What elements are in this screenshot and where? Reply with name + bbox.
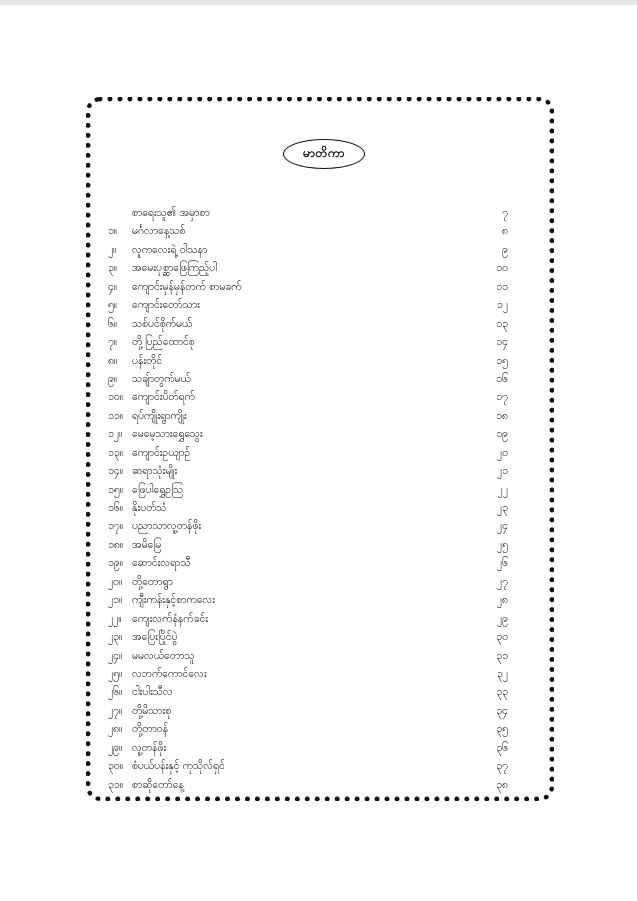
toc-entry-number: ၉။ xyxy=(108,372,118,385)
toc-entry-page: ၁၇ xyxy=(496,391,508,404)
toc-entry xyxy=(108,610,508,628)
toc-entry xyxy=(108,683,508,701)
toc-entry-number: ၁၃။ xyxy=(108,446,123,459)
toc-entry-number: ၈။ xyxy=(108,354,118,367)
toc-entry xyxy=(108,776,508,794)
toc-entry-page: ၁၃ xyxy=(496,317,508,330)
toc-entry-number: ၁၄။ xyxy=(108,465,123,478)
toc-entry-page: ၃၂ xyxy=(496,667,508,680)
top-scroll-edge xyxy=(0,0,637,5)
toc-entry xyxy=(108,241,508,259)
toc-entry xyxy=(108,425,508,443)
toc-entry-title: ကျောင်းတော်သား xyxy=(132,299,200,312)
toc-entry-title: တို့တာဝန် xyxy=(132,723,169,736)
toc-entry xyxy=(108,591,508,609)
toc-entry xyxy=(108,222,508,240)
toc-entry-page: ၂၀ xyxy=(496,446,508,459)
toc-entry-title: လူ့တန်ဖိုး xyxy=(132,741,167,754)
toc-entry-page: ၃၈ xyxy=(496,778,508,791)
toc-entry-number: ၁၈။ xyxy=(108,538,124,551)
toc-entry-page: ၃၀ xyxy=(496,631,508,644)
toc-entry-number: ၁၀။ xyxy=(108,391,123,404)
toc-entry xyxy=(108,462,508,480)
toc-entry-page: ၉ xyxy=(502,243,508,256)
toc-entry-page: ၂၇ xyxy=(496,575,508,588)
toc-entry-title: နိုးပတ်သံ xyxy=(132,502,167,514)
toc-entry xyxy=(108,370,508,388)
toc-entry-title: အမေးပုစ္ဆာဖြေကြည့်ပါ xyxy=(132,262,217,275)
toc-entry xyxy=(108,352,508,370)
toc-entry-title: သစ်ပင်စိုက်မယ် xyxy=(132,317,193,330)
toc-entry xyxy=(108,536,508,554)
toc-entry-number: ၂၁။ xyxy=(108,594,123,607)
toc-entry-title: မင်္ဂလာနေ့သစ် xyxy=(132,225,186,238)
toc-entry-title: တို့မိသားစု xyxy=(132,704,172,717)
toc-entry-number: ၄။ xyxy=(108,280,118,293)
toc-entry-number: ၂၂။ xyxy=(108,612,122,625)
toc-entry-title: အမိမြေ xyxy=(132,538,162,551)
toc-entry-page: ၈ xyxy=(502,225,508,238)
toc-entry-page: ၁၂ xyxy=(496,299,508,312)
toc-entry-number: ၁၇။ xyxy=(108,520,123,533)
toc-entry xyxy=(108,628,508,646)
toc-heading-text: မာတိကာ xyxy=(303,146,345,160)
toc-entry-title: တို့ပြည်ထောင်စု xyxy=(132,336,195,349)
toc-entry-number: ၃၀။ xyxy=(108,760,123,773)
toc-entry-number: ၂၇။ xyxy=(108,704,123,717)
toc-entry-page: ၁၆ xyxy=(496,372,508,385)
toc-entry-page: ၁၈ xyxy=(496,409,508,422)
toc-entry-title: ရပ်ကျိုးရွာကျိုး xyxy=(132,409,187,422)
toc-entry-title: တို့တောရွာ xyxy=(132,575,173,588)
toc-entry-title: လူကလေးရဲ့ ဝါသနာ xyxy=(132,243,208,256)
toc-entry-title: ကျောင်းပိတ်ရက် xyxy=(132,391,195,404)
toc-entry xyxy=(108,739,508,757)
toc-entry-page: ၃၃ xyxy=(496,686,508,699)
toc-heading xyxy=(283,139,365,169)
toc-entry xyxy=(108,315,508,333)
toc-entry-page: ၂၆ xyxy=(496,557,508,570)
toc-entry xyxy=(108,388,508,406)
toc-entry-title: ပညာသာလူ့တန်ဖိုး xyxy=(132,520,202,533)
toc-entry-number: ၁၂။ xyxy=(108,428,123,441)
toc-entry xyxy=(108,665,508,683)
toc-entry xyxy=(108,407,508,425)
toc-entry-page: ၂၂ xyxy=(497,483,508,496)
toc-entry-page: ၃၁ xyxy=(496,649,508,662)
toc-entry-number: ၂၄။ xyxy=(108,649,123,662)
toc-entry-title: ကျောင်းဥယျာဉ် xyxy=(132,446,191,459)
toc-entry xyxy=(108,554,508,572)
toc-entry-title: စာရေးသူ၏ အမှာစာ xyxy=(132,207,210,219)
toc-entry xyxy=(108,278,508,296)
toc-entry-title: သချ်ာတွက်မယ် xyxy=(132,372,191,385)
toc-entry xyxy=(108,757,508,775)
toc-entry-title: မမလယ်တောသူ xyxy=(132,649,195,662)
toc-entry-page: ၁၀ xyxy=(496,262,508,275)
toc-entry-number: ၁၉။ xyxy=(108,557,123,570)
toc-entry-title: ဖြေပါရွှေဥဩ xyxy=(132,483,184,496)
toc-entry-number: ၆။ xyxy=(108,317,118,330)
toc-entry-number: ၃၁။ xyxy=(108,778,123,791)
toc-entry-page: ၂၅ xyxy=(496,538,508,551)
toc-entry-page: ၁၄ xyxy=(496,336,508,349)
toc-entry-title: စံပယ်ပန်းနှင့် ကုသိုလ်ရှင် xyxy=(132,760,225,773)
toc-entry xyxy=(108,296,508,314)
toc-entry xyxy=(108,720,508,738)
toc-entry-page: ၃၆ xyxy=(496,741,508,754)
toc-entry-page: ၂၃ xyxy=(496,502,508,514)
toc-entry-number: ၇။ xyxy=(108,336,118,349)
toc-entry-title: ဆောင်းလရာသီ xyxy=(132,557,191,570)
toc-entry-title: ကျီးကန်းနှင့်စာကလေး xyxy=(132,594,215,607)
toc-entry-title: ဆရာသုံးမျိုး xyxy=(132,465,178,478)
toc-entry xyxy=(108,517,508,535)
toc-entry-title: ငါးပါးသီလ xyxy=(132,686,173,699)
toc-entry-number: ၁၆။ xyxy=(108,502,123,514)
toc-entry xyxy=(108,702,508,720)
toc-entry-number: ၂၀။ xyxy=(108,575,123,588)
toc-entry-title: လဘက်ကောင်လေး xyxy=(132,667,207,680)
toc-entry xyxy=(108,259,508,277)
toc-entry-number: ၃။ xyxy=(108,262,118,275)
toc-entry-page: ၁၁ xyxy=(496,280,508,293)
toc-entry-page: ၁၅ xyxy=(496,354,508,367)
toc-entry-page: ၂၈ xyxy=(496,594,508,607)
toc-entry-page: ၂၄ xyxy=(496,520,508,533)
toc-entry-title: ကျေးလက်နံနက်ခင်း xyxy=(132,612,208,625)
toc-entry-page: ၃၅ xyxy=(496,723,508,736)
toc-entry xyxy=(108,647,508,665)
toc-entry xyxy=(108,573,508,591)
toc-entry-number: ၂၈။ xyxy=(108,723,123,736)
toc-entry-number: ၁၅။ xyxy=(108,483,123,496)
toc-entry xyxy=(108,333,508,351)
toc-entry-number: ၂၃။ xyxy=(108,631,123,644)
toc-entry-number: ၁။ xyxy=(108,225,118,238)
toc-entry xyxy=(108,444,508,462)
toc-entry-number: ၂၆။ xyxy=(108,686,123,699)
toc-entry-page: ၃၇ xyxy=(496,760,508,773)
toc-entry-title: မေမေ့သားရွှေသွေး xyxy=(132,428,203,441)
toc-entry-number: ၂၉။ xyxy=(108,741,123,754)
toc-entry-page: ၃၄ xyxy=(496,704,508,717)
toc-entry-title: ပန်းတိုင် xyxy=(132,354,163,367)
toc-entry-page: ၂၉ xyxy=(496,612,508,625)
toc-entry-page: ၂၁ xyxy=(496,465,508,478)
toc-entry-number: ၅။ xyxy=(108,299,118,312)
toc-entry-page: ၁၉ xyxy=(496,428,508,441)
toc-entry xyxy=(108,499,508,517)
toc-entry-page: ၇ xyxy=(502,207,508,219)
toc-entry-title: စာဆိုတော်နေ့ xyxy=(132,778,184,791)
toc-entry-number: ၂။ xyxy=(108,243,117,256)
table-of-contents xyxy=(108,204,508,794)
toc-entry-number: ၁၁။ xyxy=(108,409,123,422)
toc-entry-title: ကျောင်းမှန်မှန်တက် စာမခက် xyxy=(132,280,242,293)
toc-entry xyxy=(108,481,508,499)
toc-entry xyxy=(108,204,508,222)
toc-entry-number: ၂၅။ xyxy=(108,667,123,680)
toc-entry-title: အပြေးပြိုင်ပွဲ xyxy=(132,631,178,644)
